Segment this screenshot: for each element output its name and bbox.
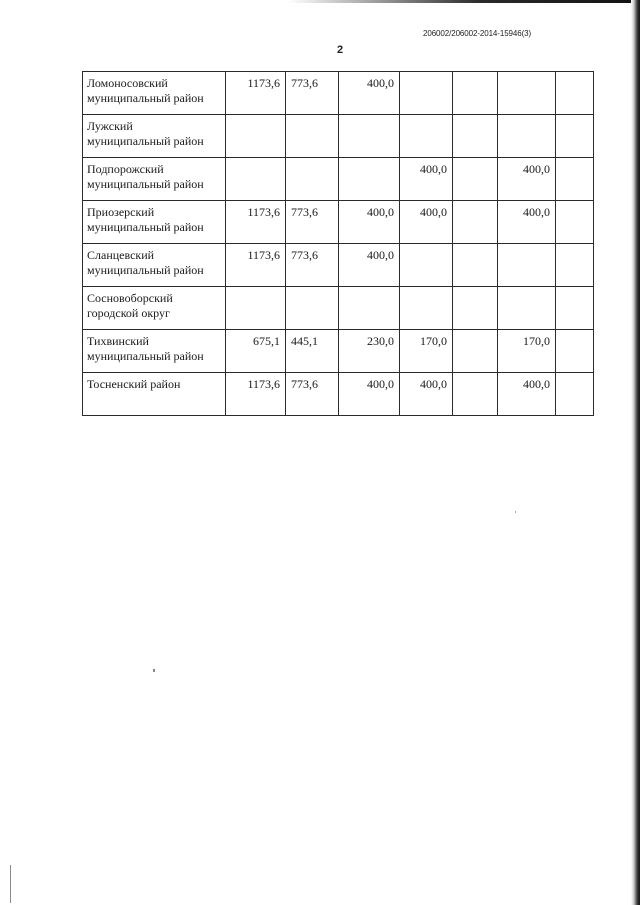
value-cell: 400,0 (400, 158, 453, 201)
municipality-name: Подпорожский (87, 162, 164, 176)
value-cell: 400,0 (339, 201, 400, 244)
table-row (83, 244, 594, 287)
document-reference-number: 206002/206002-2014-15946(3) (423, 29, 532, 38)
value-cell: 400,0 (498, 201, 556, 244)
value-cell (339, 115, 400, 158)
value-cell: 400,0 (400, 373, 453, 416)
value-cell: 773,6 (286, 244, 339, 287)
municipality-name-cell (83, 244, 226, 287)
value-cell (453, 373, 498, 416)
value-cell: 230,0 (339, 330, 400, 373)
value-cell (498, 244, 556, 287)
municipality-type: муниципальный район (87, 91, 204, 105)
page-number: 2 (337, 44, 344, 56)
value-cell (286, 115, 339, 158)
budget-allocation-table (82, 71, 594, 416)
value-cell (286, 158, 339, 201)
table-row (83, 158, 594, 201)
value-cell (556, 373, 594, 416)
value-cell (453, 115, 498, 158)
municipality-name-cell (83, 72, 226, 115)
municipality-name-cell (83, 373, 226, 416)
value-cell (400, 115, 453, 158)
value-cell: 1173,6 (226, 72, 286, 115)
municipality-type: муниципальный район (87, 177, 204, 191)
municipality-name-cell (83, 115, 226, 158)
municipality-name: Ломоносовский (87, 76, 168, 90)
value-cell (339, 287, 400, 330)
value-cell: 400,0 (339, 72, 400, 115)
scan-speck (153, 669, 155, 672)
table-row (83, 72, 594, 115)
municipality-name: Сосновоборский (87, 291, 173, 305)
municipality-name: Тосненский район (87, 377, 181, 391)
value-cell (498, 287, 556, 330)
value-cell (453, 72, 498, 115)
value-cell (286, 287, 339, 330)
value-cell: 400,0 (339, 244, 400, 287)
table-body (83, 72, 594, 416)
scan-edge-top (0, 0, 640, 3)
municipality-name: Приозерский (87, 205, 155, 219)
value-cell (339, 158, 400, 201)
value-cell (498, 115, 556, 158)
value-cell (453, 287, 498, 330)
value-cell (556, 287, 594, 330)
table-row (83, 373, 594, 416)
value-cell (556, 330, 594, 373)
municipality-name-cell (83, 158, 226, 201)
value-cell: 1173,6 (226, 244, 286, 287)
value-cell: 170,0 (498, 330, 556, 373)
municipality-type: городской округ (87, 306, 170, 320)
table-row (83, 330, 594, 373)
value-cell (453, 158, 498, 201)
value-cell (556, 201, 594, 244)
value-cell: 1173,6 (226, 373, 286, 416)
value-cell: 675,1 (226, 330, 286, 373)
municipality-type: муниципальный район (87, 134, 204, 148)
table-row (83, 287, 594, 330)
value-cell (400, 244, 453, 287)
value-cell (498, 72, 556, 115)
value-cell (453, 330, 498, 373)
municipality-name: Лужский (87, 119, 133, 133)
value-cell (556, 158, 594, 201)
value-cell (453, 244, 498, 287)
value-cell (556, 244, 594, 287)
municipality-name-cell (83, 287, 226, 330)
scan-speck (515, 511, 516, 513)
municipality-type: муниципальный район (87, 220, 204, 234)
scan-mark (10, 865, 11, 903)
municipality-name-cell (83, 201, 226, 244)
value-cell: 400,0 (339, 373, 400, 416)
value-cell: 170,0 (400, 330, 453, 373)
value-cell: 1173,6 (226, 201, 286, 244)
value-cell (453, 201, 498, 244)
value-cell (226, 158, 286, 201)
value-cell (556, 115, 594, 158)
value-cell (400, 72, 453, 115)
municipality-name: Сланцевский (87, 248, 155, 262)
value-cell (556, 72, 594, 115)
value-cell: 773,6 (286, 373, 339, 416)
municipality-name-cell (83, 330, 226, 373)
value-cell: 445,1 (286, 330, 339, 373)
municipality-name: Тихвинский (87, 334, 149, 348)
value-cell: 773,6 (286, 72, 339, 115)
value-cell: 400,0 (498, 158, 556, 201)
table-row (83, 201, 594, 244)
value-cell: 400,0 (400, 201, 453, 244)
value-cell (400, 287, 453, 330)
scan-edge-right (631, 0, 640, 905)
value-cell (226, 115, 286, 158)
value-cell: 400,0 (498, 373, 556, 416)
value-cell: 773,6 (286, 201, 339, 244)
municipality-type: муниципальный район (87, 349, 204, 363)
table-row (83, 115, 594, 158)
value-cell (226, 287, 286, 330)
municipality-type: муниципальный район (87, 263, 204, 277)
